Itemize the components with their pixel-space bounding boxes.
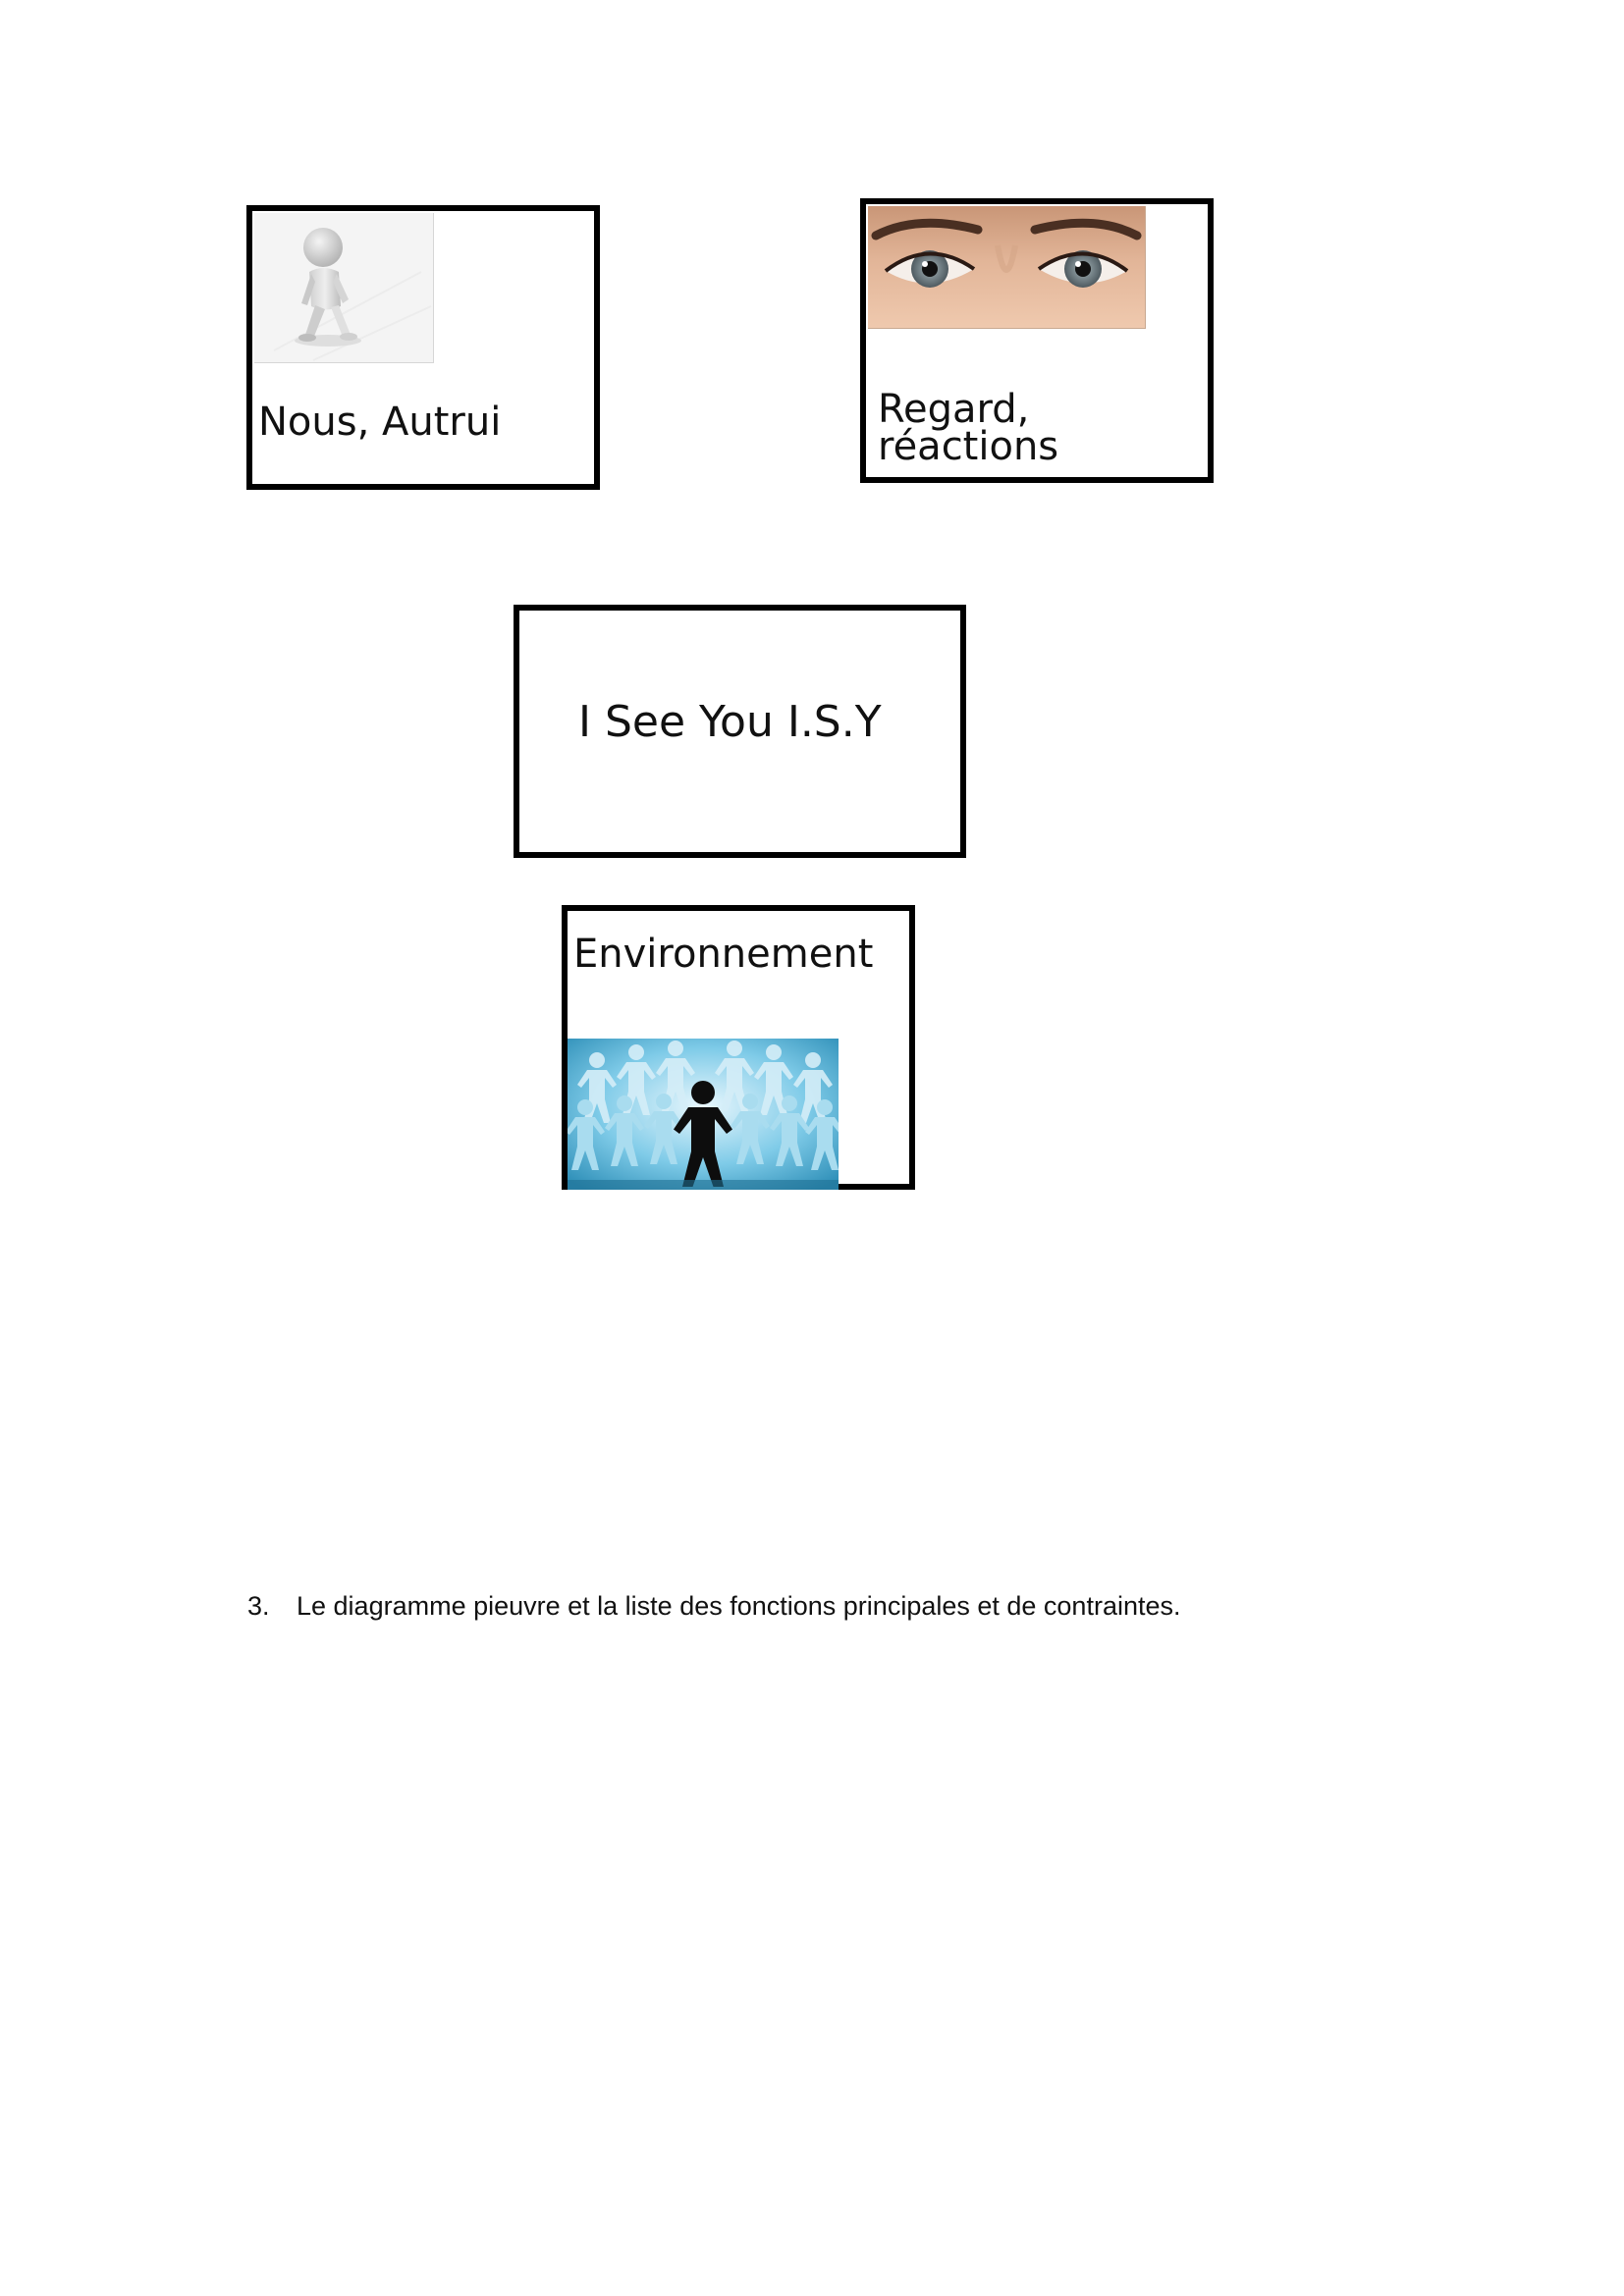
regard-reactions-label: Regard, réactions: [878, 387, 1059, 469]
walking-figure-image: [254, 213, 434, 363]
regard-reactions-box: [860, 198, 1214, 483]
environnement-box: [562, 905, 915, 1190]
human-eyes-image: [868, 206, 1146, 329]
isy-label: I See You I.S.Y: [578, 697, 882, 747]
section-text: Le diagramme pieuvre et la liste des fonctions principales et de contraintes.: [297, 1591, 1181, 1621]
section-number: 3.: [247, 1591, 270, 1621]
nous-autrui-box: [246, 205, 600, 490]
crowd-figures-image: [568, 1039, 839, 1190]
environnement-label: Environnement: [573, 932, 874, 977]
section-heading: [247, 1590, 1181, 1622]
isy-box: [514, 605, 966, 858]
nous-autrui-label: Nous, Autrui: [258, 400, 502, 445]
